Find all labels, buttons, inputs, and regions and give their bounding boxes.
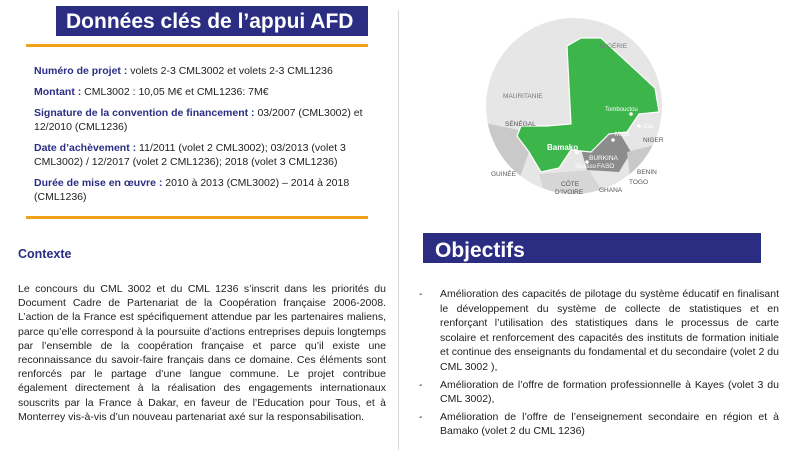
city-tombouctou: Tombouctou (605, 107, 638, 113)
fact-signature: Signature de la convention de financement : 03/2007 (CML3002) et 12/2010 (CML1236) (34, 107, 363, 133)
fact-duration: Durée de mise en œuvre : 2010 à 2013 (CML3002) – 2014 à 2018 (CML1236) (34, 177, 350, 203)
label-benin: BENIN (637, 169, 657, 176)
objectifs-list (419, 287, 779, 442)
key-data-title: Données clés de l’appui AFD (56, 6, 368, 36)
city-bamako: Bamako (547, 143, 579, 152)
label-divoire: D’IVOIRE (555, 189, 584, 196)
list-item: - Amélioration de l’offre de l’enseignement secondaire en région et à Bamako (volet 2 du CML 1236) (419, 410, 779, 438)
bullet-dash: - (419, 410, 423, 423)
city-mopti: Mopti (615, 132, 630, 138)
label-cote: CÔTE (561, 181, 580, 188)
list-item: - Amélioration de l’offre de formation professionnelle à Kayes (volet 3 du CML 3002), (419, 378, 779, 406)
label-guinee: GUINÉE (491, 171, 516, 178)
label-ghana: GHANA (599, 187, 623, 194)
list-item: - Amélioration des capacités de pilotage du système éducatif en finalisant le développement du système de collecte de statistiques et en renforçant l’utilisation des statistiques dans le processus de carte scolaire et renforcement des capacités des instituts de formation initiale et continue des enseignants du fondamental et du secondaire (volet 2 du CML 3002 ), (419, 288, 779, 373)
city-dot-mopti (611, 138, 615, 142)
bullet-dash: - (419, 288, 423, 300)
fact-completion-date: Date d’achèvement : 11/2011 (volet 2 CML3002); 03/2013 (volet 3 CML3002) / 12/2017 (volet 2 CML1236); 2018 (volet 3 CML1236) (34, 142, 346, 168)
objectifs-heading: Objectifs (423, 233, 761, 263)
city-dot-gao (637, 124, 641, 128)
city-sikasso: Sikasso (575, 164, 597, 170)
label-burkina: BURKINA (589, 155, 618, 162)
mali-map (459, 2, 689, 212)
fact-project-number: Numéro de projet : volets 2-3 CML3002 et volets 2-3 CML1236 (34, 65, 333, 77)
label-faso: FASO (597, 163, 615, 170)
gold-rule-top (26, 44, 368, 47)
gold-rule-bottom (26, 216, 368, 219)
contexte-paragraph: Le concours du CML 3002 et du CML 1236 s’inscrit dans les priorités du Document Cadre de Partenariat de la Coopération française 2006-2008. L’action de la France est spécifiquement attendue par les partenaires maliens, parce qu’elle correspond à la poursuite d’actions entreprises depuis longtemps par l’ensemble de la coopération française et parce qu’il existe une reconnaissance du savoir-faire français dans ce domaine. Ces éléments sont renforcés par le partage d’une langue commune. Le projet contribue également directement à la réalisation des engagements internationaux souscrits par la France à Dakar, en faveur de l’Education pour Tous, et à Monterrey vis-à-vis d’un nouveau partenariat axé sur la responsabilisation. (18, 283, 386, 423)
label-togo: TOGO (629, 179, 649, 186)
city-gao: Gao (643, 124, 655, 130)
key-facts-list (34, 64, 386, 211)
label-senegal: SÉNÉGAL (505, 121, 536, 128)
contexte-heading: Contexte (18, 247, 72, 261)
fact-amount: Montant : CML3002 : 10,05 M€ et CML1236: 7M€ (34, 86, 269, 98)
right-column (399, 0, 792, 450)
label-niger: NIGER (643, 137, 664, 144)
label-algerie: ALGÉRIE (599, 43, 628, 50)
label-mauritanie: MAURITANIE (503, 93, 543, 100)
bullet-dash: - (419, 378, 423, 391)
